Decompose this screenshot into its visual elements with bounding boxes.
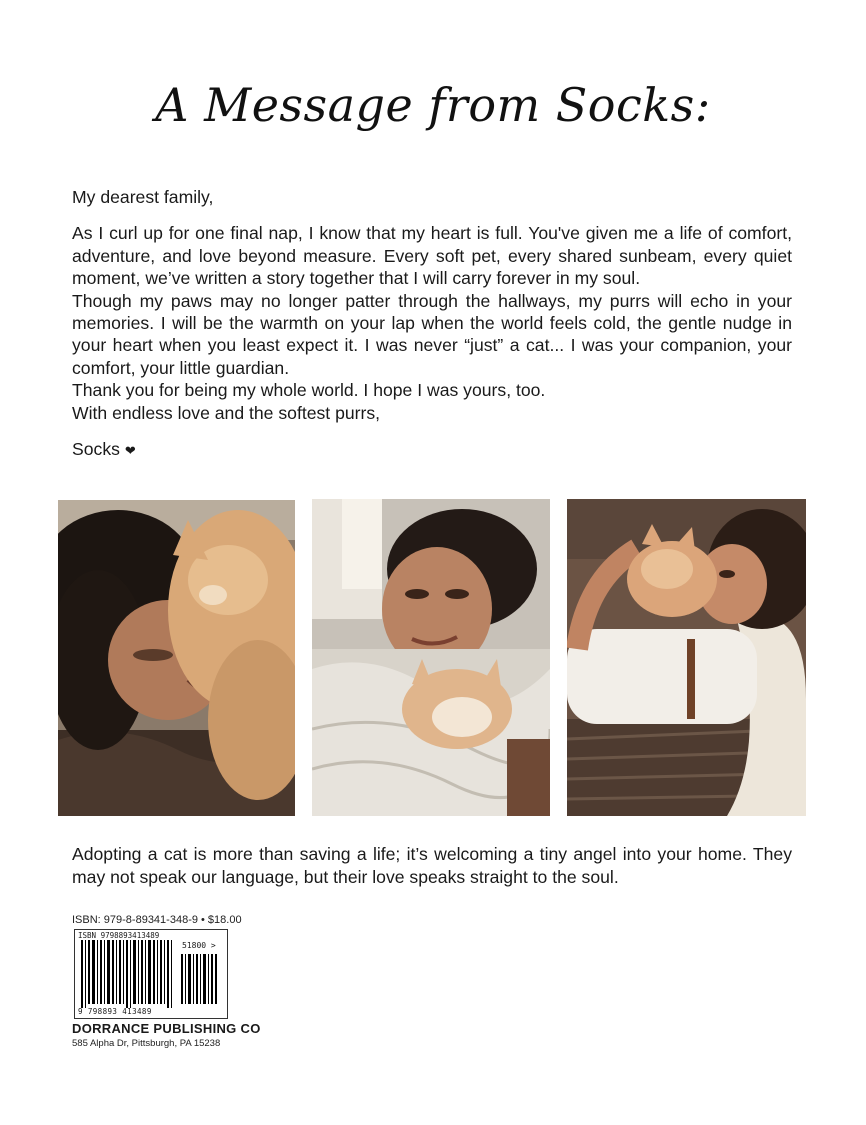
heart-icon: ❤ [124,443,136,459]
isbn-price-line: ISBN: 979-8-89341-348-9 • $18.00 [72,914,242,926]
letter-paragraph-3: Thank you for being my whole world. I hope I was yours, too. [72,380,546,401]
publisher-address: 585 Alpha Dr, Pittsburgh, PA 15238 [72,1038,221,1049]
barcode-isbn-text: ISBN 9798893413489 [78,931,160,940]
letter-paragraph-1: As I curl up for one final nap, I know that my heart is full. You've given me a life of comfort, adventure, and love beyond measure. Every soft pet, every shared sunbeam, every quiet moment, we’ve written a story together that I will carry forever in my soul. [72,223,792,289]
barcode-bars [81,940,221,1008]
photo-woman-with-cat [312,499,550,816]
letter-signature-line [72,438,792,462]
letter-paragraph-2: Though my paws may no longer patter through the hallways, my purrs will echo in your memories. I will be the warmth on your lap when the world feels cold, the gentle nudge in your heart when you least expect it. I was never “just” a cat... I was your companion, your comfort, your little guardian. [72,290,792,378]
barcode-digits: 9 798893 413489 [78,1007,152,1016]
letter-greeting: My dearest family, [72,187,214,207]
tagline: Adopting a cat is more than saving a life; it’s welcoming a tiny angel into your home. They may not speak our language, but their love speaks straight to the soul. [72,844,792,887]
photo-girl-with-cat [58,500,295,816]
barcode-price-code: 51800 > [182,941,216,950]
letter-body [72,186,792,462]
photo-child-hugging-cat [567,499,806,816]
letter-closing: With endless love and the softest purrs, [72,402,381,423]
barcode [74,929,228,1019]
publisher-name: DORRANCE PUBLISHING CO [72,1021,261,1036]
letter-signature: Socks [72,439,120,460]
page-title: A Message from Socks: [155,78,711,132]
